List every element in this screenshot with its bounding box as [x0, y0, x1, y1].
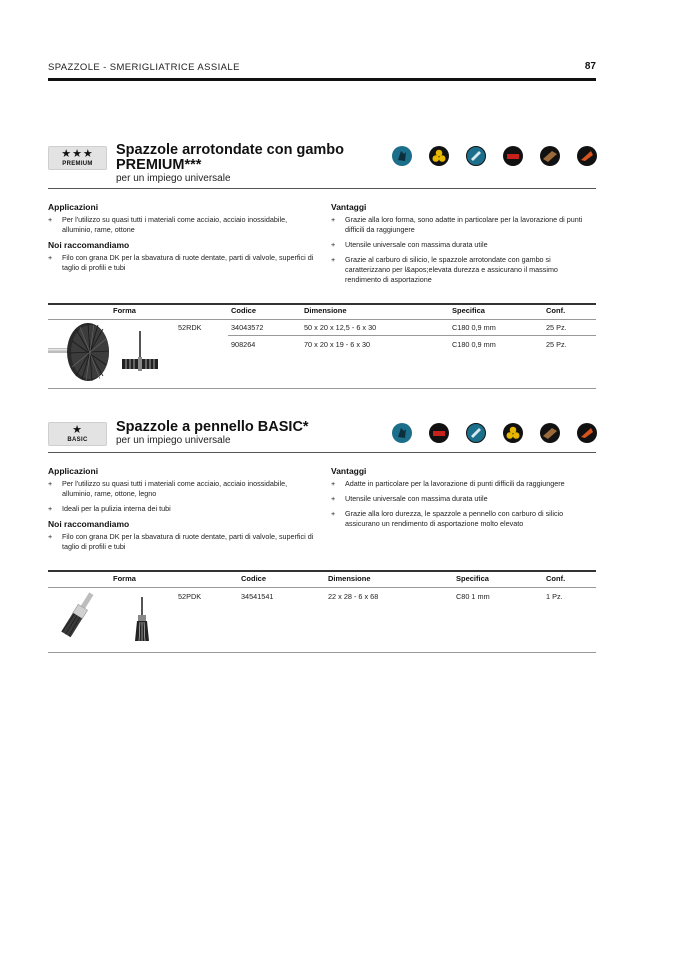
col-header-forma: Forma [113, 574, 136, 583]
aluminium-icon [466, 423, 486, 443]
col-header-dimensione: Dimensione [304, 306, 347, 315]
cell-dimensione: 50 x 20 x 12,5 - 6 x 30 [304, 323, 377, 332]
col-header-forma: Forma [113, 306, 136, 315]
section-title [116, 143, 344, 173]
cell-conf: 25 Pz. [546, 340, 567, 349]
table-header-rule [48, 587, 596, 588]
forma-code: 52RDK [178, 323, 202, 332]
page-number: 87 [584, 61, 596, 72]
material-icons [392, 146, 597, 168]
cell-codice: 34043572 [231, 323, 264, 332]
vantaggi-heading: Vantaggi [331, 466, 367, 476]
product-image-pencil-brush [48, 590, 108, 642]
title-line: Spazzole arrotondate con gambo [116, 142, 344, 158]
badge-stars: ★ [72, 424, 83, 436]
raccomandiamo-heading: Noi raccomandiamo [48, 519, 130, 529]
list-item: + Per l'utilizzo su quasi tutti i materiali come acciaio, acciaio inossidabile, alluminio, rame, ottone, legno [48, 479, 318, 499]
inox-icon [429, 146, 449, 166]
list-item: + Grazie al carburo di silicio, le spazzole arrotondate con gambo si caratterizzano per l&apos;elevata durezza e assicurano il massimo rendimento di asportazione [331, 255, 593, 285]
product-image-wheel-brush [48, 321, 118, 385]
list-item: + Filo con grana DK per la sbavatura di ruote dentate, parti di valvole, superfici di taglio di profili e tubi [48, 253, 318, 273]
forma-code: 52PDK [178, 592, 202, 601]
table-bottom-rule [48, 652, 596, 653]
metal-sheet-icon [429, 423, 449, 443]
applicazioni-heading: Applicazioni [48, 466, 99, 476]
table-header-rule [48, 319, 596, 320]
cell-specifica: C80 1 mm [456, 592, 490, 601]
raccomandiamo-list [48, 532, 318, 552]
list-item: + Utensile universale con massima durata utile [331, 240, 593, 250]
list-item: + Adatte in particolare per la lavorazione di punti difficili da raggiungere [331, 479, 593, 489]
list-item: + Grazie alla loro forma, sono adatte in particolare per la lavorazione di punti difficili da raggiungere [331, 215, 593, 235]
vantaggi-list [331, 479, 593, 529]
table-row-rule [228, 335, 596, 336]
premium-badge [48, 146, 107, 170]
cell-codice: 908264 [231, 340, 256, 349]
material-icons [392, 423, 597, 445]
cast-iron-icon [577, 423, 597, 443]
list-item: + Grazie alla loro durezza, le spazzole a pennello con carburo di silicio assicurano un rendimento di asportazione molto elevato [331, 509, 593, 529]
applicazioni-heading: Applicazioni [48, 202, 99, 212]
cell-specifica: C180 0,9 mm [452, 323, 496, 332]
metal-sheet-icon [503, 146, 523, 166]
raccomandiamo-list [48, 253, 318, 273]
table-top-rule [48, 570, 596, 572]
vantaggi-block [331, 466, 593, 534]
wood-icon [540, 146, 560, 166]
cell-dimensione: 70 x 20 x 19 - 6 x 30 [304, 340, 371, 349]
section-rule [48, 188, 596, 189]
cast-iron-icon [577, 146, 597, 166]
col-header-codice: Codice [241, 574, 267, 583]
vantaggi-heading: Vantaggi [331, 202, 367, 212]
applicazioni-list [48, 479, 318, 514]
cell-conf: 1 Pz. [546, 592, 563, 601]
col-header-conf: Conf. [546, 574, 566, 583]
vantaggi-list [331, 215, 593, 285]
steel-icon [392, 423, 412, 443]
vantaggi-block [331, 202, 593, 290]
section-title: Spazzole a pennello BASIC* [116, 419, 309, 435]
table-top-rule [48, 303, 596, 305]
inox-icon [503, 423, 523, 443]
section-rule [48, 452, 596, 453]
badge-level: PREMIUM [62, 161, 93, 167]
list-item: + Ideali per la pulizia interna dei tubi [48, 504, 318, 514]
list-item: + Utensile universale con massima durata utile [331, 494, 593, 504]
header-rule [48, 78, 596, 81]
col-header-specifica: Specifica [452, 306, 485, 315]
raccomandiamo-heading: Noi raccomandiamo [48, 240, 130, 250]
applicazioni-list [48, 215, 318, 235]
basic-badge [48, 422, 107, 446]
col-header-conf: Conf. [546, 306, 566, 315]
applicazioni-block [48, 202, 318, 278]
technical-drawing-pencil [130, 597, 154, 643]
section-subtitle: per un impiego universale [116, 173, 231, 184]
wood-icon [540, 423, 560, 443]
aluminium-icon [466, 146, 486, 166]
list-item: + Per l'utilizzo su quasi tutti i materiali come acciaio, acciaio inossidabile, alluminio, rame, ottone [48, 215, 318, 235]
cell-specifica: C180 0,9 mm [452, 340, 496, 349]
badge-level: BASIC [67, 437, 88, 443]
section-subtitle: per un impiego universale [116, 435, 231, 446]
page-header-title: SPAZZOLE - SMERIGLIATRICE ASSIALE [48, 62, 240, 73]
list-item: + Filo con grana DK per la sbavatura di ruote dentate, parti di valvole, superfici di taglio di profili e tubi [48, 532, 318, 552]
title-line: PREMIUM*** [116, 157, 202, 173]
table-bottom-rule [48, 388, 596, 389]
technical-drawing-wheel [120, 331, 160, 373]
steel-icon [392, 146, 412, 166]
badge-stars: ★★★ [61, 148, 94, 160]
col-header-codice: Codice [231, 306, 257, 315]
col-header-specifica: Specifica [456, 574, 489, 583]
cell-codice: 34541541 [241, 592, 274, 601]
applicazioni-block [48, 466, 318, 557]
col-header-dimensione: Dimensione [328, 574, 371, 583]
cell-conf: 25 Pz. [546, 323, 567, 332]
cell-dimensione: 22 x 28 - 6 x 68 [328, 592, 379, 601]
